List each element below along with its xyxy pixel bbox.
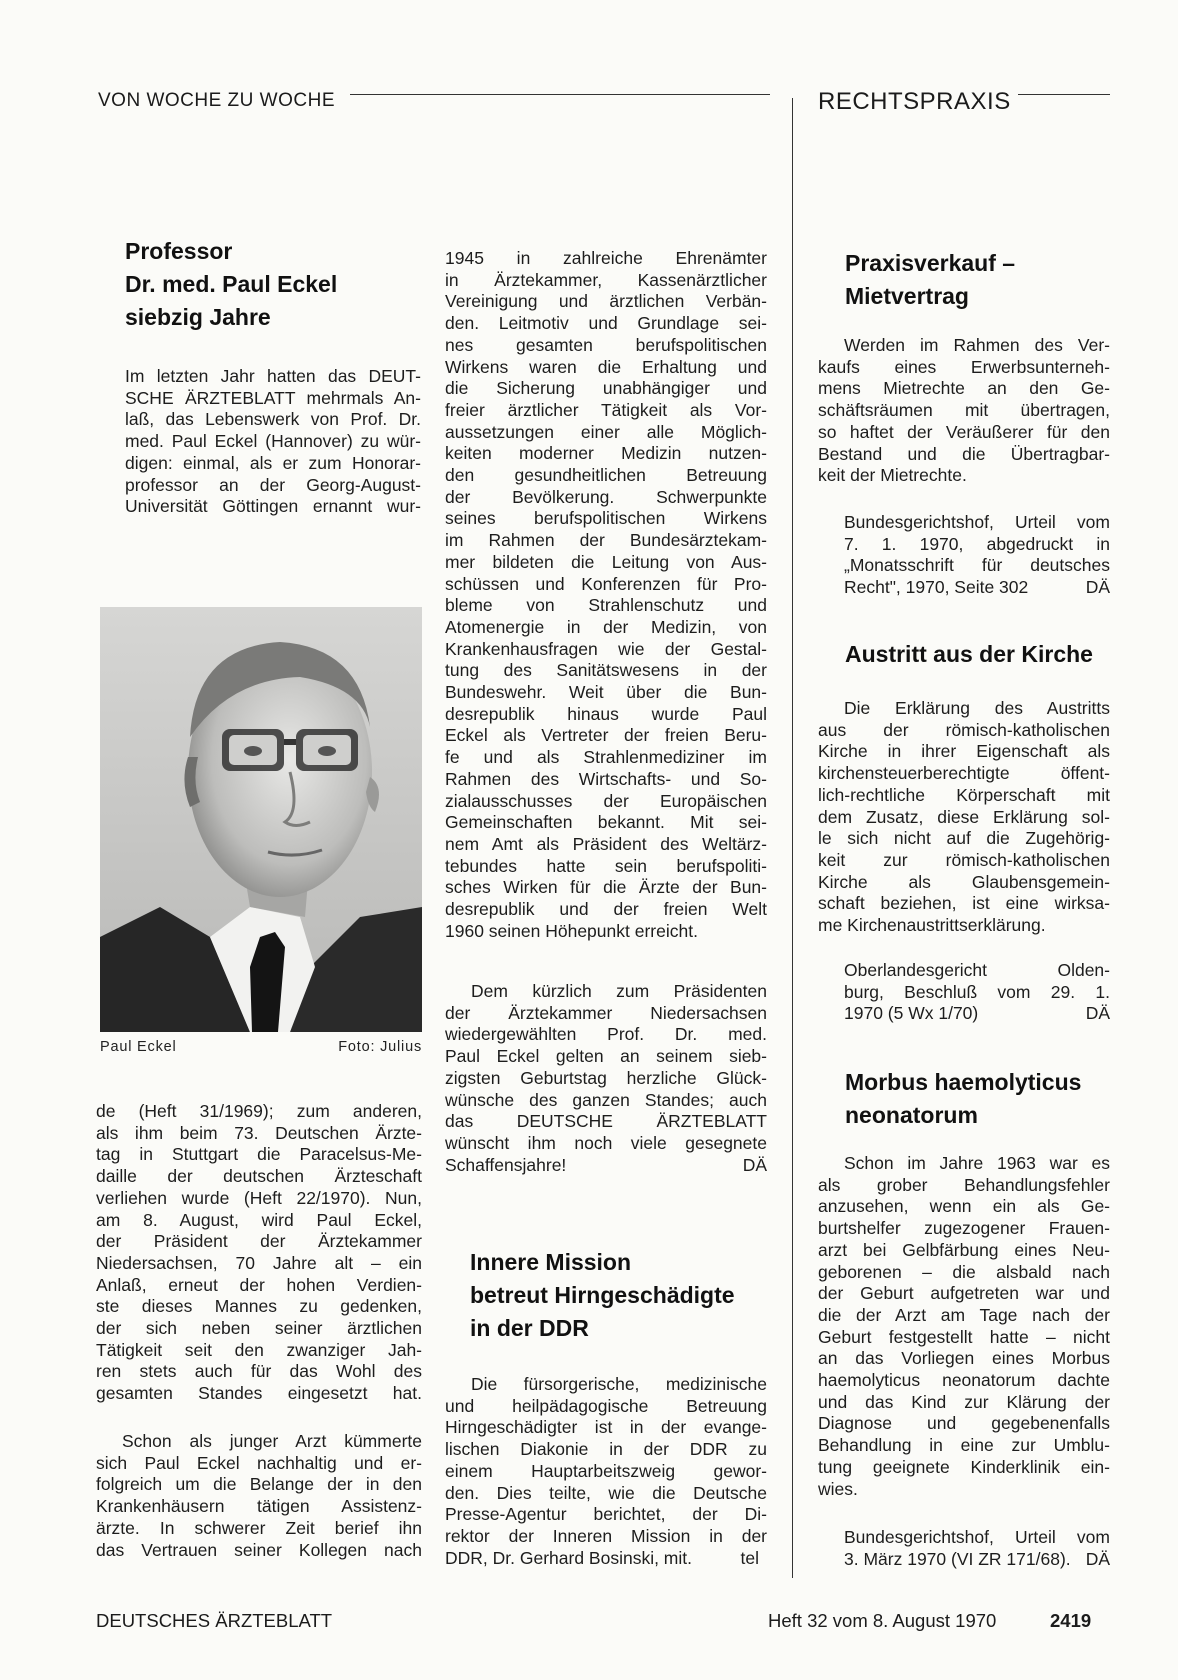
text-line: lischen Diakonie in der DDR zu: [445, 1439, 767, 1460]
text-line: ärzte. In schwerer Zeit berief ihn: [96, 1517, 422, 1538]
header-rule-left: [350, 94, 770, 95]
text-line: in Ärztekammer, Kassenärztlicher: [445, 269, 767, 290]
text-line: Im letzten Jahr hatten das DEUT-: [125, 366, 421, 386]
section-label-von-woche-zu-woche: VON WOCHE ZU WOCHE: [98, 90, 335, 111]
kirchenaustritt-headline-line: Austritt aus der Kirche: [845, 641, 1093, 667]
text-line: kaufs eines Erwerbsunterneh-: [818, 356, 1110, 377]
text-line: an das Vorliegen eines Morbus: [818, 1348, 1110, 1369]
text-line: so haftet der Veräußerer für den: [818, 421, 1110, 442]
text-line: Universität Göttingen ernannt wur-: [125, 496, 421, 517]
text-line: der Bevölkerung. Schwerpunkte: [445, 486, 767, 507]
mission-headline: [470, 1246, 735, 1345]
text-line: rektor der Inneren Mission in der: [445, 1525, 767, 1546]
text-line: schüssen und Konferenzen für Pro-: [445, 573, 767, 594]
text-line: de (Heft 31/1969); zum anderen,: [96, 1101, 422, 1121]
eckel-paragraph-career-continued: [445, 248, 767, 943]
text-line: med. Paul Eckel (Hannover) zu wür-: [125, 431, 421, 452]
text-line: und heilpädagogische Betreuung: [445, 1395, 767, 1416]
text-line: sich Paul Eckel nachhaltig und er-: [96, 1452, 422, 1473]
text-line: 7. 1. 1970, abgedruckt in: [844, 533, 1110, 554]
text-line: wünscht ihm noch viele gesegnete: [445, 1132, 767, 1153]
text-line: burg, Beschluß vom 29. 1.: [844, 981, 1110, 1002]
author-signature-da: DÄ: [1085, 1548, 1110, 1569]
text-line: Presse-Agentur berichtet, der Di-: [445, 1504, 767, 1525]
text-line: die der Arzt am Tage nach der: [818, 1304, 1110, 1325]
text-line: [844, 1003, 1110, 1025]
text-line: freier ärztlicher Tätigkeit als Vor-: [445, 399, 767, 420]
eckel-headline-line: siebzig Jahre: [125, 304, 271, 330]
text-line: verliehen wurde (Heft 22/1970). Nun,: [96, 1187, 422, 1208]
kirchenaustritt-source: [844, 960, 1110, 1025]
text-line: Bundesgerichtshof, Urteil vom: [844, 1527, 1110, 1547]
text-line: der Geburt aufgetreten war und: [818, 1283, 1110, 1304]
text-line: desrepublik hinaus wurde Paul: [445, 703, 767, 724]
text-line: bleme von Strahlenschutz und: [445, 595, 767, 616]
text-line: schäftsräumen mit übertragen,: [818, 400, 1110, 421]
text-line: Vereinigung und ärztlichen Verbän-: [445, 291, 767, 312]
text-line: „Monatsschrift für deutsches: [844, 555, 1110, 576]
text-line: einem Hauptarbeitszweig gewor-: [445, 1460, 767, 1481]
kirchenaustritt-body: [818, 698, 1110, 937]
text-line: SCHE ÄRZTEBLATT mehrmals An-: [125, 387, 421, 408]
text-line: gesamten Standes eingesetzt hat.: [96, 1383, 422, 1404]
portrait-photo-paul-eckel: [100, 607, 422, 1032]
eckel-headline-line: Dr. med. Paul Eckel: [125, 271, 338, 297]
morbus-body: [818, 1153, 1110, 1500]
text-line: Krankenhausfragen wie der Gestal-: [445, 638, 767, 659]
text-line: ren stets auch für das Wohl des: [96, 1361, 422, 1382]
praxisverkauf-body: [818, 335, 1110, 487]
eckel-paragraph-congratulations: [445, 981, 767, 1176]
text-line: nem Amt als Präsident des Weltärz-: [445, 833, 767, 854]
morbus-headline-line: neonatorum: [845, 1102, 978, 1128]
text-line: den. Leitmotiv und Grundlage sei-: [445, 313, 767, 334]
mission-headline-line: Innere Mission: [470, 1249, 632, 1275]
text-line: anzusehen, wenn ein als Ge-: [818, 1196, 1110, 1217]
text-line: die Sicherung unabhängiger und: [445, 378, 767, 399]
text-line: der sich neben seiner ärztlichen: [96, 1318, 422, 1339]
text-line: [445, 1155, 767, 1177]
text-line: sches Wirken für die Ärzte der Bun-: [445, 877, 767, 898]
text-line: Atomenergie in der Medizin, von: [445, 616, 767, 637]
text-line: Wirkens waren die Erhaltung und: [445, 356, 767, 377]
text-line: Gemeinschaften bekannt. Mit sei-: [445, 812, 767, 833]
text-line: Dem kürzlich zum Präsidenten: [471, 981, 767, 1001]
text-line: wies.: [818, 1478, 858, 1499]
text-line: Kirche als Glaubensgemein-: [818, 871, 1110, 892]
text-line: fe und als Strahlenmediziner im: [445, 747, 767, 768]
text-line: haemolyticus neonatorum dachte: [818, 1370, 1110, 1391]
text-line: Behandlung in eine zur Umblu-: [818, 1435, 1110, 1456]
text-line: den gesundheitlichen Betreuung: [445, 465, 767, 486]
text-line: im Rahmen der Bundesärztekam-: [445, 530, 767, 551]
kirchenaustritt-headline: [845, 638, 1093, 671]
text-line: mer bildeten die Leitung von Aus-: [445, 551, 767, 572]
text-line: Schon als junger Arzt kümmerte: [122, 1431, 422, 1451]
text-line: kirchensteuerberechtigte öffent-: [818, 763, 1110, 784]
author-signature-da: DÄ: [1085, 577, 1110, 598]
text-line: wiedergewählten Prof. Dr. med.: [445, 1024, 767, 1045]
text-line: aus der römisch-katholischen: [818, 719, 1110, 740]
text-line: digen: einmal, als er zum Honorar-: [125, 452, 421, 473]
text-line: Diagnose und gegebenenfalls: [818, 1413, 1110, 1434]
text-line: Tätigkeit seit den zwanziger Jah-: [96, 1339, 422, 1360]
text-line: ste dieses Mannes zu gedenken,: [96, 1296, 422, 1317]
text-line: Werden im Rahmen des Ver-: [844, 335, 1110, 355]
text-line: lich-rechtliche Körperschaft mit: [818, 784, 1110, 805]
text-fragment: DDR, Dr. Gerhard Bosinski, mit.: [445, 1547, 692, 1568]
text-line: seines berufspolitischen Wirkens: [445, 508, 767, 529]
text-line: schaft beziehen, ist eine wirksa-: [818, 893, 1110, 914]
author-signature-da: DÄ: [742, 1154, 767, 1175]
text-line: tebundes hatte sein berufspoliti-: [445, 855, 767, 876]
text-line: Niedersachsen, 70 Jahre alt – ein: [96, 1252, 422, 1273]
morbus-headline-line: Morbus haemolyticus: [845, 1069, 1082, 1095]
text-line: tag in Stuttgart die Paracelsus-Me-: [96, 1144, 422, 1165]
text-line: keiten moderner Medizin nutzen-: [445, 443, 767, 464]
text-line: 1945 in zahlreiche Ehrenämter: [445, 248, 767, 268]
text-line: laß, das Lebenswerk von Prof. Dr.: [125, 409, 421, 430]
text-line: als ihm beim 73. Deutschen Ärzte-: [96, 1122, 422, 1143]
eckel-paragraph-career: [96, 1431, 422, 1561]
text-line: Geburt festgestellt hatte – nicht: [818, 1326, 1110, 1347]
text-line: burtshelfer zugezogener Frauen-: [818, 1218, 1110, 1239]
text-line: Schon im Jahre 1963 war es: [844, 1153, 1110, 1173]
text-line: Die fürsorgerische, medizinische: [471, 1374, 767, 1394]
eckel-headline: [125, 235, 337, 334]
text-fragment: Schaffensjahre!: [445, 1154, 567, 1175]
text-line: den. Dies teilte, wie die Deutsche: [445, 1482, 767, 1503]
text-line: daille der deutschen Ärzteschaft: [96, 1166, 422, 1187]
text-line: Anlaß, erneut der hohen Verdien-: [96, 1274, 422, 1295]
text-line: professor an der Georg-August-: [125, 474, 421, 495]
text-line: tung geeignete Kinderklinik ein-: [818, 1456, 1110, 1477]
text-line: 1960 seinen Höhepunkt erreicht.: [445, 920, 698, 941]
praxisverkauf-headline: [845, 247, 1015, 313]
text-line: zigsten Geburtstag herzliche Glück-: [445, 1067, 767, 1088]
footer-publication-name: DEUTSCHES ÄRZTEBLATT: [96, 1610, 333, 1631]
text-line: aussetzungen einer alle Möglich-: [445, 421, 767, 442]
photo-caption-name: Paul Eckel: [100, 1039, 177, 1055]
author-signature-tel: tel: [740, 1547, 759, 1568]
text-line: keit der Mietrechte.: [818, 465, 967, 486]
header-rule-right: [1018, 94, 1110, 95]
praxisverkauf-headline-line: Praxisverkauf –: [845, 250, 1016, 276]
text-line: wünsche des ganzen Standes; auch: [445, 1089, 767, 1110]
text-line: Bundeswehr. Weit über die Bun-: [445, 682, 767, 703]
section-label-rechtspraxis: RECHTSPRAXIS: [818, 88, 1011, 115]
text-line: am 8. August, wird Paul Eckel,: [96, 1209, 422, 1230]
author-signature-da: DÄ: [1085, 1003, 1110, 1024]
text-line: desrepublik und der freien Welt: [445, 899, 767, 920]
text-line: der Präsident der Ärztekammer: [96, 1231, 422, 1252]
text-line: me Kirchenaustrittserklärung.: [818, 915, 1046, 936]
text-line: Bestand und die Übertragbar-: [818, 443, 1110, 464]
text-fragment: 3. März 1970 (VI ZR 171/68).: [844, 1548, 1071, 1569]
text-line: Hirngeschädigter ist in der evange-: [445, 1417, 767, 1438]
morbus-source: [844, 1527, 1110, 1570]
eckel-headline-line: Professor: [125, 238, 233, 264]
text-line: folgreich um die Belange der in den: [96, 1474, 422, 1495]
mission-headline-line: in der DDR: [470, 1315, 589, 1341]
text-fragment: 1970 (5 Wx 1/70): [844, 1003, 979, 1024]
text-line: Rahmen des Wirtschafts- und So-: [445, 768, 767, 789]
text-line: [844, 1549, 1110, 1571]
text-line: das Vertrauen seiner Kollegen nach: [96, 1539, 422, 1560]
text-line: Eckel als Vertreter der freien Beru-: [445, 725, 767, 746]
footer-issue-date: Heft 32 vom 8. August 1970: [768, 1610, 997, 1631]
text-line: mens Mietrechte an den Ge-: [818, 378, 1110, 399]
morbus-headline: [845, 1066, 1081, 1132]
mission-paragraph: [445, 1374, 767, 1569]
text-line: [844, 577, 1110, 599]
footer-page-number: 2419: [1050, 1610, 1092, 1631]
column-divider-rule: [792, 98, 793, 1578]
photo-caption-credit: Foto: Julius: [338, 1039, 422, 1055]
text-line: Oberlandesgericht Olden-: [844, 960, 1110, 980]
text-line: Paul Eckel gelten an seinem sieb-: [445, 1046, 767, 1067]
text-line: und das Kind zur Klärung der: [818, 1391, 1110, 1412]
text-line: Bundesgerichtshof, Urteil vom: [844, 512, 1110, 532]
text-line: Krankenhäusern tätigen Assistenz-: [96, 1496, 422, 1517]
text-line: Kirche in ihrer Eigenschaft als: [818, 741, 1110, 762]
text-line: tung des Sanitätswesens in der: [445, 660, 767, 681]
text-line: nes gesamten berufspolitischen: [445, 334, 767, 355]
text-line: [445, 1548, 767, 1570]
praxisverkauf-source: [844, 512, 1110, 599]
text-line: arzt bei Gelbfärbung eines Neu-: [818, 1239, 1110, 1260]
text-line: als grober Behandlungsfehler: [818, 1174, 1110, 1195]
eckel-paragraph-intro: [125, 366, 421, 518]
text-line: der Ärztekammer Niedersachsen: [445, 1002, 767, 1023]
text-line: das DEUTSCHE ÄRZTEBLATT: [445, 1111, 767, 1132]
text-line: le sich nicht auf die Zugehörig-: [818, 828, 1110, 849]
text-line: Die Erklärung des Austritts: [844, 698, 1110, 718]
mission-headline-line: betreut Hirngeschädigte: [470, 1282, 735, 1308]
text-line: dem Zusatz, diese Erklärung sol-: [818, 806, 1110, 827]
text-line: zialausschusses der Europäischen: [445, 790, 767, 811]
eckel-paragraph-intro-continued: [96, 1101, 422, 1405]
text-line: keit zur römisch-katholischen: [818, 849, 1110, 870]
text-fragment: Recht", 1970, Seite 302: [844, 577, 1029, 598]
text-line: geborenen – die alsbald nach: [818, 1261, 1110, 1282]
praxisverkauf-headline-line: Mietvertrag: [845, 283, 969, 309]
